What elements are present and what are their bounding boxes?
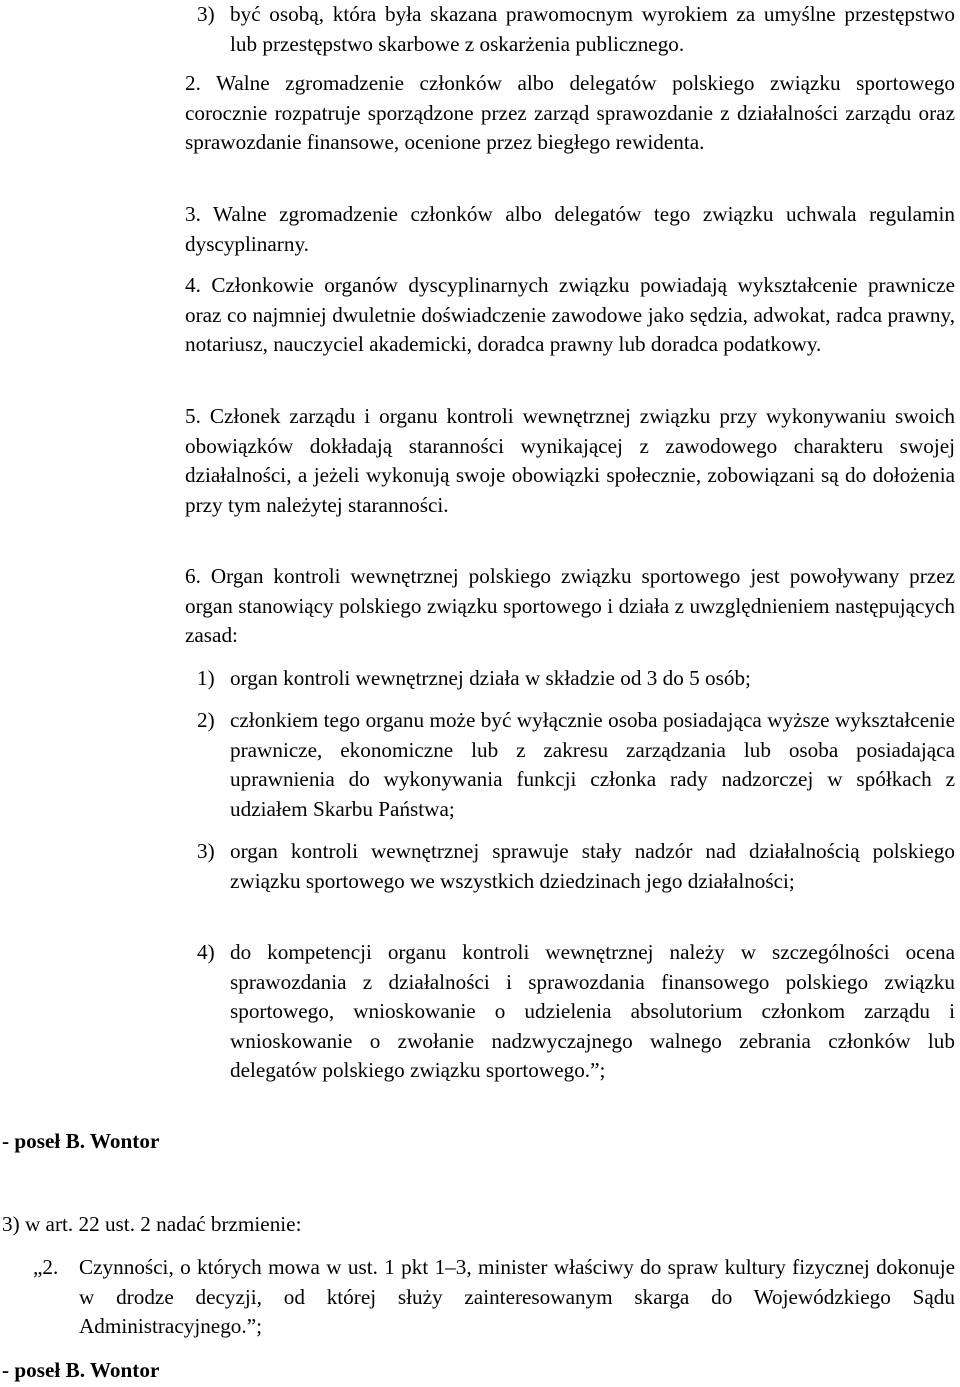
sub-item-4-text: do kompetencji organu kontroli wewnętrznej należy w szczególności ocena sprawozdania z działalności i sprawozdania finansowego polskiego związku sportowego, wnioskowanie o udzielenia absolutorium członkom zarządu i wnioskowanie o zwołanie nadzwyczajnego walnego zebrania członków lub delegatów polskiego związku sportowego.”; xyxy=(230,940,955,1083)
paragraph-2 xyxy=(185,69,955,158)
sub-item-4 xyxy=(197,938,955,1086)
amendment-intro: 3) w art. 22 ust. 2 nadać brzmienie: xyxy=(2,1212,302,1236)
paragraph-4-number: 4. xyxy=(185,273,201,297)
paragraph-5-text: Członek zarządu i organu kontroli wewnętrznej związku przy wykonywaniu swoich obowiązków dokładają staranności wynikającej z zawodowego charakteru swojej działalności, a jeżeli wykonują swoje obowiązki społecznie, zobowiązani są do dołożenia przy tym należytej staranności. xyxy=(185,404,956,517)
author-label-1: - poseł B. Wontor xyxy=(2,1129,160,1153)
paragraph-2-text: Walne zgromadzenie członków albo delegatów polskiego związku sportowego corocznie rozpatruje sporządzone przez zarząd sprawozdanie z działalności zarządu oraz sprawozdanie finansowe, ocenione przez biegłego rewidenta. xyxy=(185,71,955,155)
amendment-text: Czynności, o których mowa w ust. 1 pkt 1–3, minister właściwy do spraw kultury fizycznej dokonuje w drodze decyzji, od której służy zainteresowanym skarga do Wojewódzkiego Sądu Administracyjnego.”; xyxy=(79,1255,955,1339)
sub-item-3-text: organ kontroli wewnętrznej sprawuje stały nadzór nad działalnością polskiego związku sportowego we wszystkich dziedzinach jego działalności; xyxy=(230,839,955,893)
sub-item-2 xyxy=(197,706,955,824)
paragraph-6-text: Organ kontroli wewnętrznej polskiego związku sportowego jest powoływany przez organ stanowiący polskiego związku sportowego i działa z uwzględnieniem następujących zasad: xyxy=(185,564,956,648)
sub-item-3-number: 3) xyxy=(197,839,215,863)
paragraph-3 xyxy=(185,200,955,259)
paragraph-4-text: Członkowie organów dyscyplinarnych związku powiadają wykształcenie prawnicze oraz co najmniej dwuletnie doświadczenie zawodowe jako sędzia, adwokat, radca prawny, notariusz, nauczyciel akademicki, doradca prawny lub doradca podatkowy. xyxy=(185,273,956,357)
sub-item-4-number: 4) xyxy=(197,940,215,964)
paragraph-2-number: 2. xyxy=(185,71,201,95)
sub-item-3 xyxy=(197,837,955,896)
paragraph-6 xyxy=(185,562,955,651)
author-label-2: - poseł B. Wontor xyxy=(2,1358,160,1382)
paragraph-5-number: 5. xyxy=(185,404,201,428)
sub-item-2-number: 2) xyxy=(197,708,215,732)
sub-item-2-text: członkiem tego organu może być wyłącznie osoba posiadająca wyższe wykształcenie prawnicze, ekonomiczne lub z zakresu zarządzania lub osoba posiadająca uprawnienia do wykonywania funkcji członka rady nadzorczej w spółkach z udziałem Skarbu Państwa; xyxy=(230,708,955,821)
top-item xyxy=(197,0,955,59)
sub-item-1 xyxy=(197,664,955,694)
sub-item-1-number: 1) xyxy=(197,666,215,690)
amendment-number: „2. xyxy=(33,1255,59,1279)
sub-item-1-text: organ kontroli wewnętrznej działa w składzie od 3 do 5 osób; xyxy=(230,666,751,690)
paragraph-3-text: Walne zgromadzenie członków albo delegatów tego związku uchwala regulamin dyscyplinarny. xyxy=(185,202,956,256)
top-item-text: być osobą, która była skazana prawomocnym wyrokiem za umyślne przestępstwo lub przestępstwo skarbowe z oskarżenia publicznego. xyxy=(230,2,955,56)
top-item-number: 3) xyxy=(197,2,215,26)
paragraph-5 xyxy=(185,402,955,520)
paragraph-4 xyxy=(185,271,955,360)
amendment-paragraph xyxy=(33,1253,955,1342)
paragraph-3-number: 3. xyxy=(185,202,201,226)
paragraph-6-number: 6. xyxy=(185,564,201,588)
